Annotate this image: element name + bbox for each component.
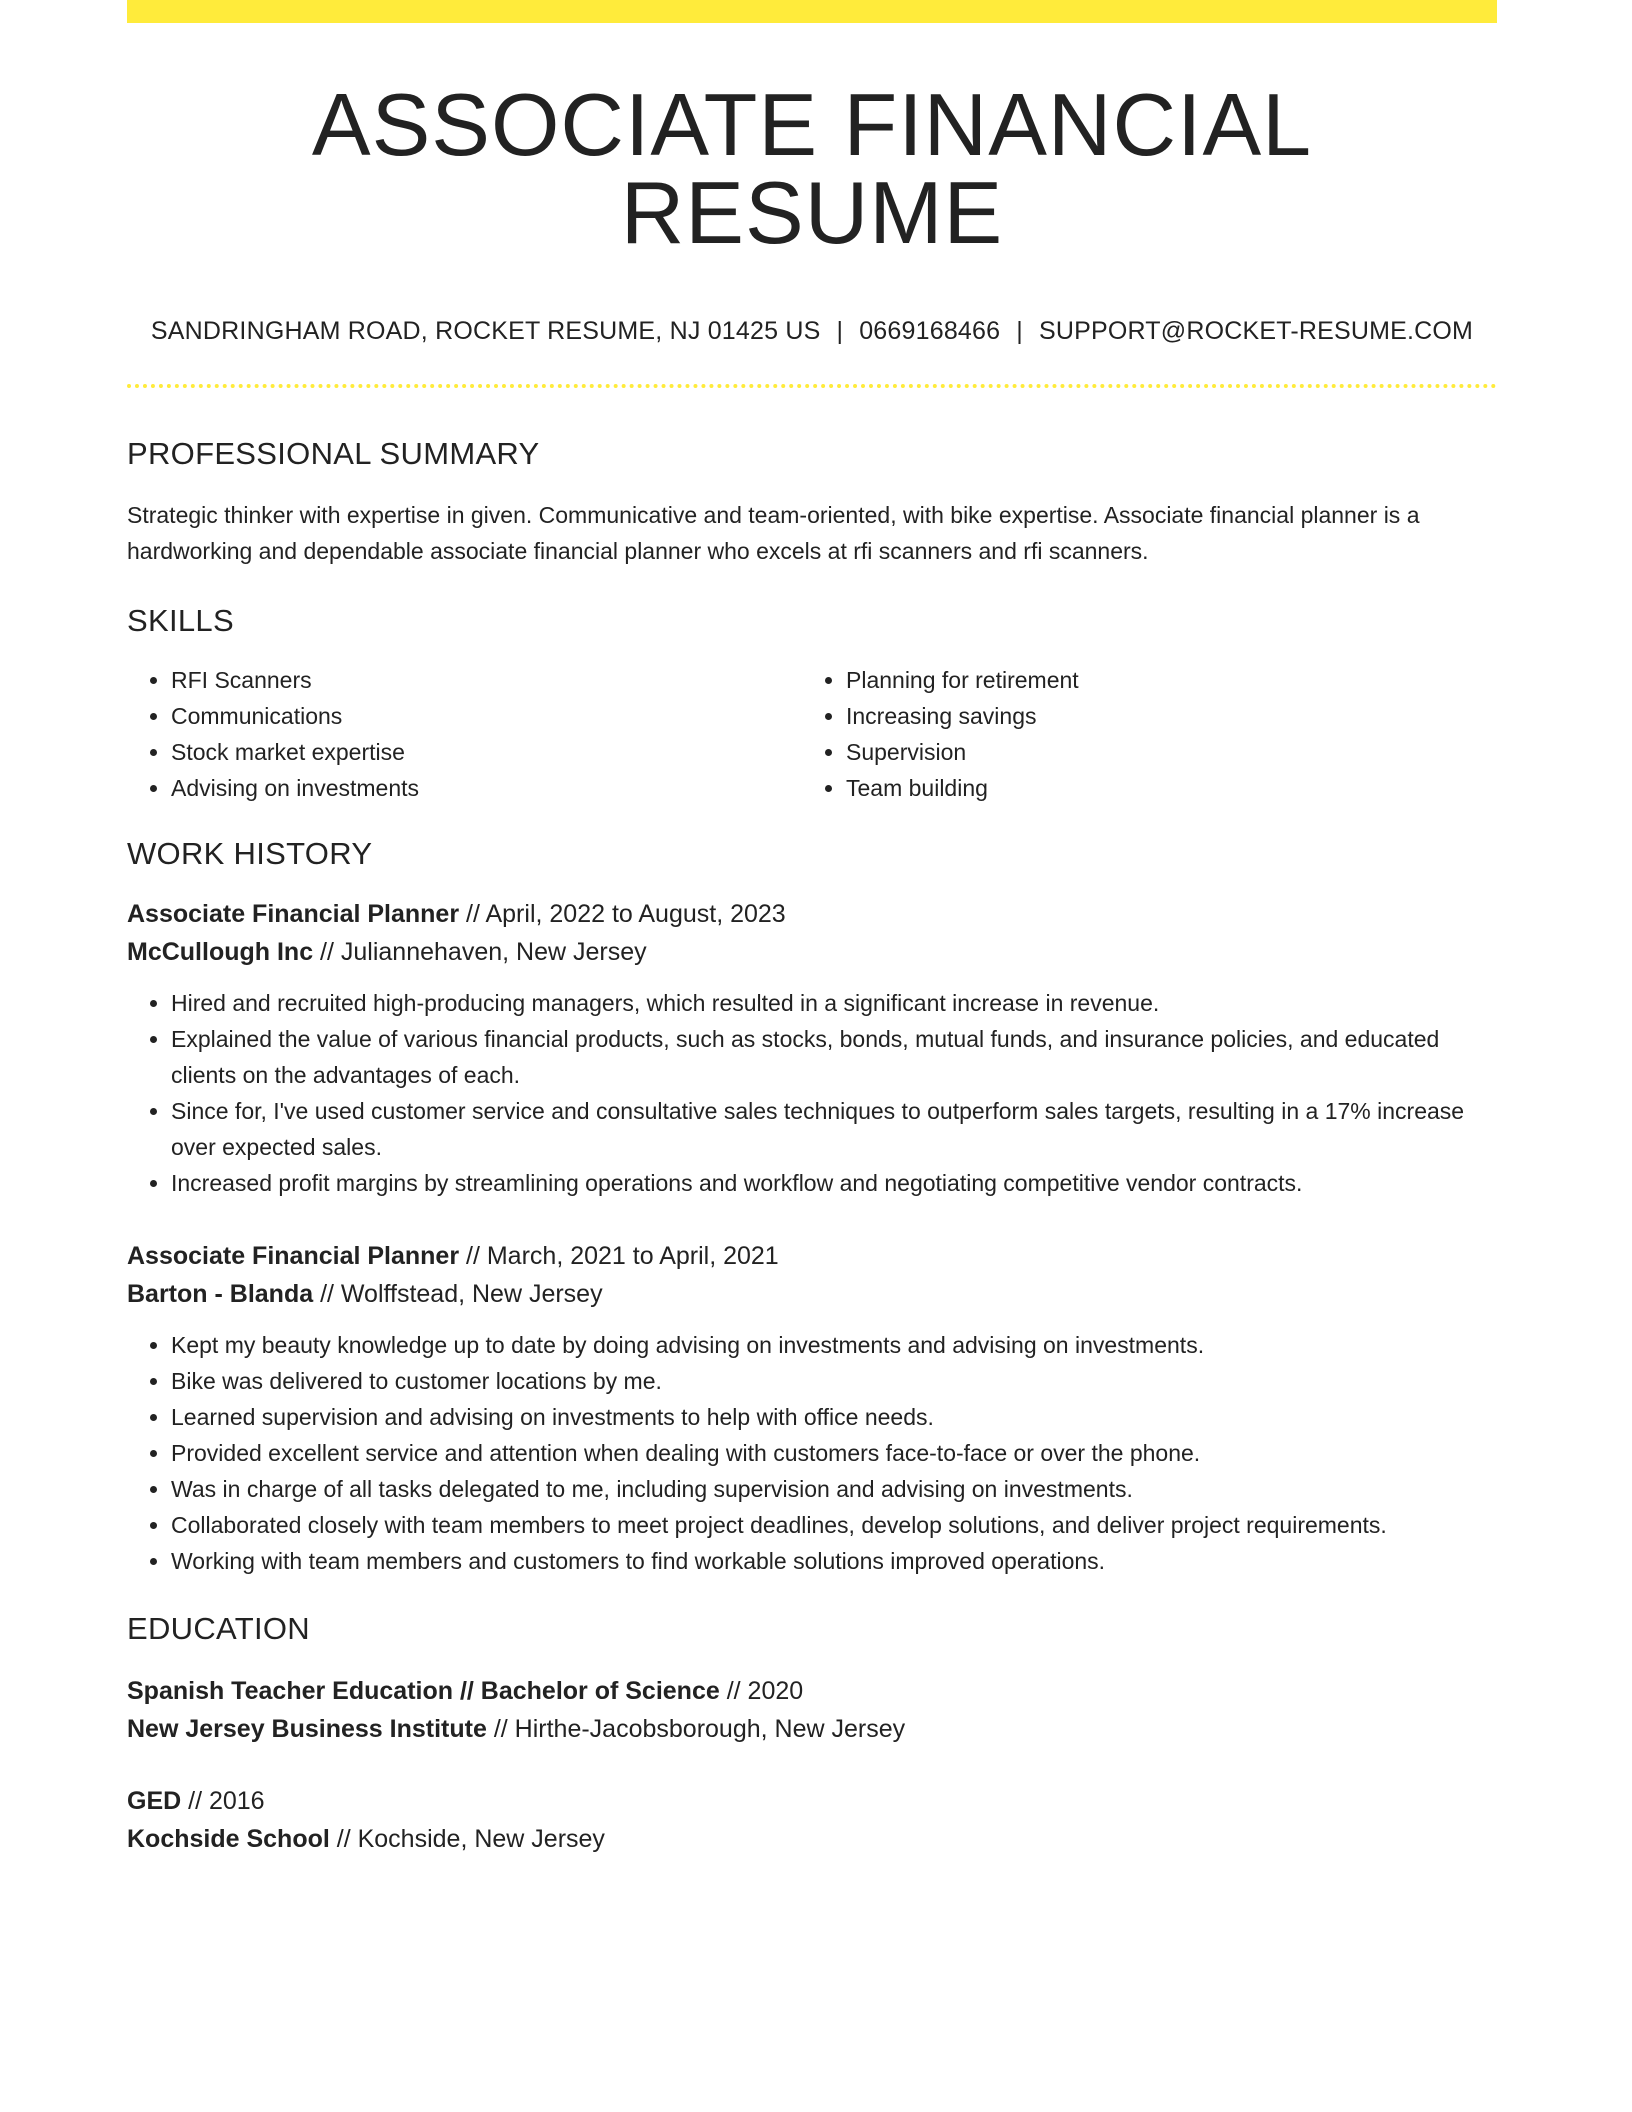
job-role-line	[127, 895, 1497, 933]
section-heading-summary: PROFESSIONAL SUMMARY	[127, 436, 540, 471]
skill-item: • Planning for retirement	[846, 662, 1477, 698]
skill-item: • RFI Scanners	[171, 662, 802, 698]
education-degree: GED	[127, 1787, 182, 1815]
education-school-line	[127, 1710, 1497, 1748]
dotted-divider	[127, 384, 1497, 388]
job-bullet: • Learned supervision and advising on investments to help with office needs.	[171, 1399, 1497, 1435]
job-role-line	[127, 1237, 1497, 1275]
job-bullet: • Provided excellent service and attention when dealing with customers face-to-face or over the phone.	[171, 1435, 1497, 1471]
job-company: McCullough Inc	[127, 938, 314, 966]
contact-address: SANDRINGHAM ROAD, ROCKET RESUME, NJ 01425 US	[150, 317, 821, 345]
contact-separator: |	[1016, 317, 1023, 345]
resume-page	[127, 0, 1497, 1858]
job-bullet: • Bike was delivered to customer locations by me.	[171, 1363, 1497, 1399]
job-bullet: • Since for, I've used customer service and consultative sales techniques to outperform sales targets, resulting in a 17% increase over expected sales.	[171, 1093, 1497, 1165]
job-bullets	[127, 1327, 1497, 1579]
skills-list-left	[127, 662, 802, 806]
education-entry	[127, 1782, 1497, 1858]
skills-list-right	[802, 662, 1477, 806]
education-location: // Hirthe-Jacobsborough, New Jersey	[486, 1715, 906, 1743]
job-bullet: • Kept my beauty knowledge up to date by doing advising on investments and advising on investments.	[171, 1327, 1497, 1363]
skills-grid	[127, 662, 1497, 806]
contact-separator: |	[836, 317, 844, 345]
skill-item: • Team building	[846, 770, 1477, 806]
education-degree: Spanish Teacher Education // Bachelor of Science	[127, 1677, 720, 1705]
job-bullet: • Increased profit margins by streamlining operations and workflow and negotiating competitive vendor contracts.	[171, 1165, 1497, 1201]
job-dates: // April, 2022 to August, 2023	[459, 900, 786, 928]
section-heading-work-history: WORK HISTORY	[127, 836, 373, 871]
education-entry	[127, 1672, 1497, 1748]
job-bullet: • Hired and recruited high-producing managers, which resulted in a significant increase in revenue.	[171, 985, 1497, 1021]
contact-email: SUPPORT@ROCKET-RESUME.COM	[1038, 317, 1474, 345]
job-role: Associate Financial Planner	[127, 900, 460, 928]
education-year: // 2020	[719, 1677, 804, 1705]
resume-title: ASSOCIATE FINANCIAL RESUME	[311, 75, 1313, 262]
job-dates: // March, 2021 to April, 2021	[459, 1242, 779, 1270]
education-degree-line	[127, 1672, 1497, 1710]
section-heading-education: EDUCATION	[127, 1611, 310, 1646]
job-company-line	[127, 1275, 1497, 1313]
education-school-line	[127, 1820, 1497, 1858]
job-location: // Wolffstead, New Jersey	[313, 1280, 603, 1308]
top-accent-bar	[127, 0, 1497, 23]
education-school: Kochside School	[127, 1825, 330, 1853]
contact-phone: 0669168466	[859, 317, 1001, 345]
job-bullet: • Explained the value of various financial products, such as stocks, bonds, mutual funds, and insurance policies, and educated clients on the advantages of each.	[171, 1021, 1497, 1093]
education-location: // Kochside, New Jersey	[329, 1825, 605, 1853]
job-entry	[127, 1237, 1497, 1579]
job-company: Barton - Blanda	[127, 1280, 314, 1308]
education-year: // 2016	[181, 1787, 265, 1815]
contact-line	[127, 319, 1497, 344]
summary-text: Strategic thinker with expertise in given. Communicative and team-oriented, with bike expertise. Associate financial planner is a hardworking and dependable associate financial planner who excels at rfi scanners and rfi scanners.	[127, 502, 1420, 564]
job-company-line	[127, 933, 1497, 971]
section-heading-skills: SKILLS	[127, 603, 234, 638]
skill-item: • Stock market expertise	[171, 734, 802, 770]
job-bullet: • Was in charge of all tasks delegated to me, including supervision and advising on investments.	[171, 1471, 1497, 1507]
skill-item: • Increasing savings	[846, 698, 1477, 734]
skill-item: • Supervision	[846, 734, 1477, 770]
skill-item: • Advising on investments	[171, 770, 802, 806]
job-role: Associate Financial Planner	[127, 1242, 460, 1270]
job-bullet: • Collaborated closely with team members to meet project deadlines, develop solutions, and deliver project requirements.	[171, 1507, 1497, 1543]
skill-item: • Communications	[171, 698, 802, 734]
job-entry	[127, 895, 1497, 1201]
education-school: New Jersey Business Institute	[127, 1715, 487, 1743]
job-bullets	[127, 985, 1497, 1201]
job-location: // Juliannehaven, New Jersey	[313, 938, 647, 966]
job-bullet: • Working with team members and customers to find workable solutions improved operations.	[171, 1543, 1497, 1579]
education-degree-line	[127, 1782, 1497, 1820]
